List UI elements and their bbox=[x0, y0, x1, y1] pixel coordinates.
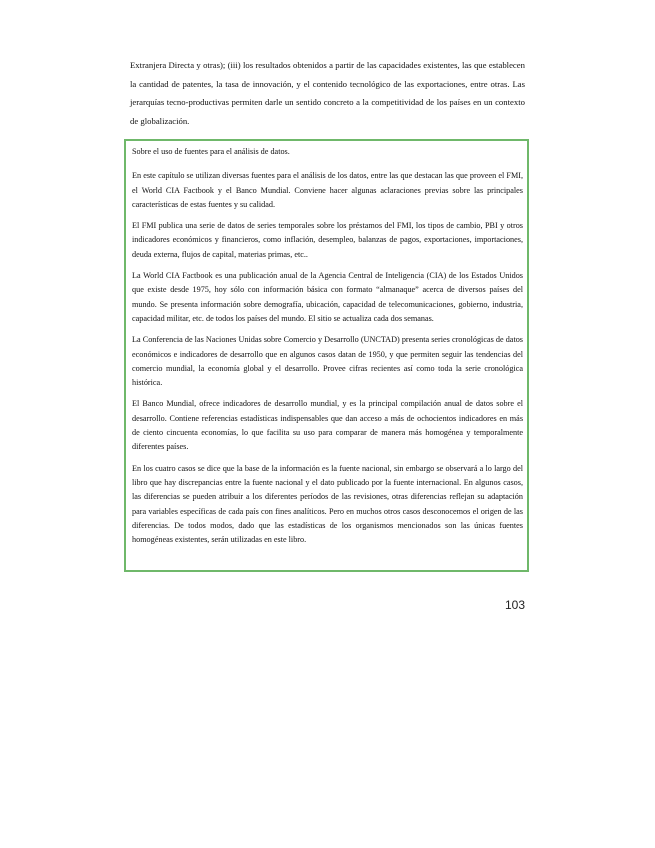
intro-paragraph: Extranjera Directa y otras); (iii) los resultados obtenidos a partir de las capacidades existentes, las que establecen la cantidad de patentes, la tasa de innovación, y el contenido tecnológico de las exportaciones, entre otras. Las jerarquías tecno-productivas permiten darle un sentido concreto a la competitividad de los países en un contexto de globalización. bbox=[130, 60, 525, 126]
box-paragraph-cia: La World CIA Factbook es una publicación anual de la Agencia Central de Inteligencia (CIA) de los Estados Unidos que existe desde 1975, hoy sólo con información básica con formato “almanaque” acerca de diversos países del mundo. Se presenta información sobre demografía, ubicación, capacidad de telecomunicaciones, gobierno, industria, capacidad militar, etc. de todos los países del mundo. El sitio se actualiza cada dos semanas. bbox=[132, 271, 523, 323]
box-paragraph-fmi: El FMI publica una serie de datos de series temporales sobre los préstamos del FMI, los tipos de cambio, PBI y otros indicadores económicos y financieros, como inflación, desempleo, balanzas de pagos, exportaciones, importaciones, deuda externa, flujos de capital, materias primas, etc.. bbox=[132, 221, 523, 259]
sources-note-box bbox=[124, 139, 529, 572]
page-number: 103 bbox=[505, 598, 526, 612]
box-title: Sobre el uso de fuentes para el análisis de datos. bbox=[132, 147, 290, 156]
box-paragraph-unctad: La Conferencia de las Naciones Unidas sobre Comercio y Desarrollo (UNCTAD) presenta series cronológicas de datos económicos e indicadores de desarrollo que en algunos casos datan de 1950, y que permiten seguir las tendencias del comercio mundial, la economía global y el desarrollo. Provee cifras recientes así como toda la serie cronológica histórica. bbox=[132, 335, 523, 388]
box-paragraph-overview: En este capítulo se utilizan diversas fuentes para el análisis de los datos, entre las que destacan las que proveen el FMI, el World CIA Factbook y el Banco Mundial. Conviene hacer algunas aclaraciones previas sobre las principales características de estas fuentes y su calidad. bbox=[132, 171, 523, 209]
box-paragraph-world-bank: El Banco Mundial, ofrece indicadores de desarrollo mundial, y es la principal compilación anual de datos sobre el desarrollo. Contiene referencias estadísticas indispensables que dan acceso a más de ochocientos indicadores en más de ciento cincuenta economías, lo que facilita su uso para comparar de manera más homogénea y temporalmente diferentes países. bbox=[132, 399, 523, 452]
box-paragraph-discrepancies: En los cuatro casos se dice que la base de la información es la fuente nacional, sin embargo se observará a lo largo del libro que hay discrepancias entre la fuente nacional y el dato publicado por la fuente internacional. En algunos casos, las diferencias se pueden atribuir a los diferentes períodos de las revisiones, otras diferencias reflejan su adaptación para variables específicas de cada país con fines analíticos. Pero en muchos otros casos desconocemos el origen de las diferencias. De todos modos, dado que las estadísticas de los organismos mencionados son las únicas fuentes homogéneas existentes, serán utilizadas en este libro. bbox=[132, 463, 523, 545]
